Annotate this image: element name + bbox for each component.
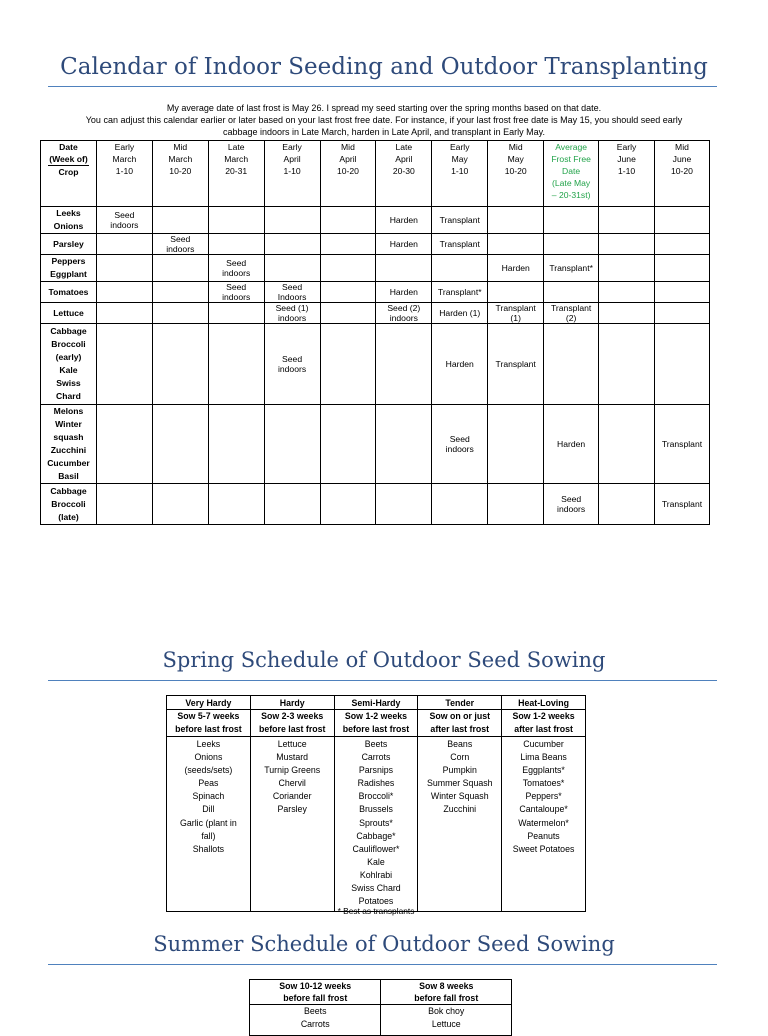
semi-hardy-header: Semi-Hardy [334, 696, 418, 710]
schedule-cell: Seed (2) indoors [376, 303, 432, 324]
schedule-cell: Seed indoors [432, 405, 488, 484]
schedule-cell: Harden [376, 234, 432, 255]
summer-title: Summer Schedule of Outdoor Seed Sowing [153, 932, 615, 956]
schedule-cell: Harden [376, 282, 432, 303]
crops-hardy: Lettuce Mustard Turnip Greens Chervil Coriander Parsley [250, 737, 334, 912]
timing-10-12-weeks: Sow 10-12 weeks before fall frost [250, 980, 381, 1005]
schedule-cell: Transplant [432, 234, 488, 255]
spring-title-rule [48, 680, 717, 681]
spring-crops-row [167, 737, 586, 912]
schedule-cell [599, 303, 655, 324]
schedule-cell [96, 324, 152, 405]
crop-row [41, 234, 710, 255]
date-label: Date [59, 142, 78, 152]
col-mid-june: Mid June 10-20 [654, 141, 709, 207]
schedule-cell [654, 324, 709, 405]
schedule-cell [320, 484, 376, 525]
schedule-cell [152, 324, 208, 405]
crops-tender: Beans Corn Pumpkin Summer Squash Winter Squash Zucchini [418, 737, 502, 912]
col-late-march: Late March 20-31 [208, 141, 264, 207]
schedule-cell: Transplant [432, 207, 488, 234]
crop-name: Tomatoes [41, 282, 97, 303]
crop-row [41, 282, 710, 303]
crop-name: Peppers Eggplant [41, 255, 97, 282]
week-of-label: (Week of) [49, 154, 88, 164]
intro-line-1: My average date of last frost is May 26. I spread my seed starting over the spring months based on that date. [166, 103, 602, 113]
crop-label: Crop [58, 167, 79, 177]
spring-header-row [167, 696, 586, 710]
schedule-cell [208, 405, 264, 484]
very-hardy-header: Very Hardy [167, 696, 251, 710]
schedule-cell [96, 234, 152, 255]
schedule-cell [264, 255, 320, 282]
crop-row [41, 324, 710, 405]
summer-sowing-table [249, 979, 512, 1036]
schedule-cell [376, 255, 432, 282]
col-early-may: Early May 1-10 [432, 141, 488, 207]
crops-heat-loving: Cucumber Lima Beans Eggplants* Tomatoes* Peppers* Cantaloupe* Watermelon* Peanuts Sweet Potatoes [502, 737, 586, 912]
crop-name: Cabbage Broccoli (late) [41, 484, 97, 525]
crop-name: Parsley [41, 234, 97, 255]
schedule-cell [152, 484, 208, 525]
schedule-cell: Seed indoors [264, 324, 320, 405]
schedule-cell [208, 303, 264, 324]
schedule-cell [544, 282, 599, 303]
schedule-cell [152, 282, 208, 303]
schedule-cell [599, 282, 655, 303]
schedule-cell [320, 234, 376, 255]
schedule-cell [544, 324, 599, 405]
summer-title-rule [48, 964, 717, 965]
schedule-cell [599, 207, 655, 234]
schedule-cell [320, 405, 376, 484]
schedule-cell [488, 207, 544, 234]
spring-title: Spring Schedule of Outdoor Seed Sowing [162, 648, 606, 672]
col-mid-april: Mid April 10-20 [320, 141, 376, 207]
schedule-cell [654, 207, 709, 234]
schedule-cell: Transplant* [544, 255, 599, 282]
calendar-title: Calendar of Indoor Seeding and Outdoor Transplanting [60, 54, 708, 80]
timing-heat-loving: Sow 1-2 weeks after last frost [502, 710, 586, 737]
crop-row [41, 207, 710, 234]
intro-line-2: You can adjust this calendar earlier or later based on your last frost free date. For instance, if your last frost free date is May 15, you should seed early [85, 115, 683, 125]
col-mid-march: Mid March 10-20 [152, 141, 208, 207]
schedule-cell [264, 234, 320, 255]
transplant-note: * Best as transplants [337, 906, 415, 916]
schedule-cell [320, 255, 376, 282]
schedule-cell [488, 282, 544, 303]
heat-loving-header: Heat-Loving [502, 696, 586, 710]
schedule-cell [654, 303, 709, 324]
schedule-cell [152, 255, 208, 282]
timing-semi-hardy: Sow 1-2 weeks before last frost [334, 710, 418, 737]
schedule-cell [654, 282, 709, 303]
schedule-cell [544, 234, 599, 255]
schedule-cell [376, 324, 432, 405]
schedule-cell: Seed indoors [152, 234, 208, 255]
timing-hardy: Sow 2-3 weeks before last frost [250, 710, 334, 737]
schedule-cell [320, 303, 376, 324]
intro-line-3: cabbage indoors in Late March, harden in Late April, and transplant in Early May. [222, 127, 546, 137]
schedule-cell: Seed indoors [96, 207, 152, 234]
timing-very-hardy: Sow 5-7 weeks before last frost [167, 710, 251, 737]
summer-crops-row [250, 1005, 512, 1036]
schedule-cell [152, 303, 208, 324]
crop-name: Leeks Onions [41, 207, 97, 234]
schedule-cell [432, 484, 488, 525]
schedule-cell: Transplant [654, 405, 709, 484]
crop-row [41, 405, 710, 484]
schedule-cell [320, 207, 376, 234]
schedule-cell [488, 484, 544, 525]
schedule-cell [654, 255, 709, 282]
schedule-cell [376, 405, 432, 484]
schedule-cell [208, 234, 264, 255]
schedule-cell [208, 484, 264, 525]
col-early-june: Early June 1-10 [599, 141, 655, 207]
schedule-cell [152, 207, 208, 234]
hardy-header: Hardy [250, 696, 334, 710]
crop-name: Melons Winter squash Zucchini Cucumber Basil [41, 405, 97, 484]
schedule-cell [488, 234, 544, 255]
schedule-cell [599, 255, 655, 282]
col-mid-may: Mid May 10-20 [488, 141, 544, 207]
crops-very-hardy: Leeks Onions (seeds/sets) Peas Spinach Dill Garlic (plant in fall) Shallots [167, 737, 251, 912]
date-crop-header [41, 141, 97, 207]
schedule-cell: Seed (1) indoors [264, 303, 320, 324]
calendar-intro [40, 102, 728, 138]
schedule-cell: Harden (1) [432, 303, 488, 324]
spring-timing-row [167, 710, 586, 737]
schedule-cell [152, 405, 208, 484]
schedule-cell: Transplant [654, 484, 709, 525]
schedule-cell: Transplant (1) [488, 303, 544, 324]
crop-row [41, 303, 710, 324]
schedule-cell [544, 207, 599, 234]
tender-header: Tender [418, 696, 502, 710]
summer-timing-row [250, 980, 512, 1005]
schedule-cell: Harden [432, 324, 488, 405]
crops-semi-hardy: Beets Carrots Parsnips Radishes Broccoli* Brussels Sprouts* Cabbage* Cauliflower* Kale Kohlrabi Swiss Chard Potatoes [334, 737, 418, 912]
crop-name: Lettuce [41, 303, 97, 324]
schedule-cell: Harden [376, 207, 432, 234]
seeding-calendar-table [40, 140, 710, 525]
schedule-cell: Seed indoors [208, 282, 264, 303]
spring-sowing-table [166, 695, 586, 912]
schedule-cell [654, 234, 709, 255]
crops-10-12-weeks: Beets Carrots [250, 1005, 381, 1036]
col-early-march: Early March 1-10 [96, 141, 152, 207]
crop-name: Cabbage Broccoli (early) Kale Swiss Chard [41, 324, 97, 405]
schedule-cell [320, 282, 376, 303]
schedule-cell [208, 207, 264, 234]
schedule-cell [96, 255, 152, 282]
schedule-cell: Transplant* [432, 282, 488, 303]
schedule-cell [96, 484, 152, 525]
crop-row [41, 255, 710, 282]
schedule-cell [376, 484, 432, 525]
schedule-cell: Harden [488, 255, 544, 282]
schedule-cell [208, 324, 264, 405]
schedule-cell [599, 324, 655, 405]
schedule-cell [320, 324, 376, 405]
calendar-title-rule [48, 86, 717, 87]
schedule-cell: Seed indoors [544, 484, 599, 525]
calendar-header-row [41, 141, 710, 207]
schedule-cell: Harden [544, 405, 599, 484]
schedule-cell [264, 405, 320, 484]
schedule-cell [599, 484, 655, 525]
schedule-cell: Transplant (2) [544, 303, 599, 324]
timing-tender: Sow on or just after last frost [418, 710, 502, 737]
crops-8-weeks: Bok choy Lettuce [381, 1005, 512, 1036]
schedule-cell: Seed Indoors [264, 282, 320, 303]
col-early-april: Early April 1-10 [264, 141, 320, 207]
schedule-cell [96, 303, 152, 324]
calendar-body [41, 207, 710, 525]
schedule-cell [599, 405, 655, 484]
schedule-cell [96, 282, 152, 303]
schedule-cell [264, 207, 320, 234]
schedule-cell: Seed indoors [208, 255, 264, 282]
col-average-frost-free-date: Average Frost Free Date (Late May – 20-31st) [544, 141, 599, 207]
col-late-april: Late April 20-30 [376, 141, 432, 207]
schedule-cell [264, 484, 320, 525]
schedule-cell [488, 405, 544, 484]
crop-row [41, 484, 710, 525]
schedule-cell [599, 234, 655, 255]
schedule-cell: Transplant [488, 324, 544, 405]
schedule-cell [96, 405, 152, 484]
schedule-cell [432, 255, 488, 282]
timing-8-weeks: Sow 8 weeks before fall frost [381, 980, 512, 1005]
